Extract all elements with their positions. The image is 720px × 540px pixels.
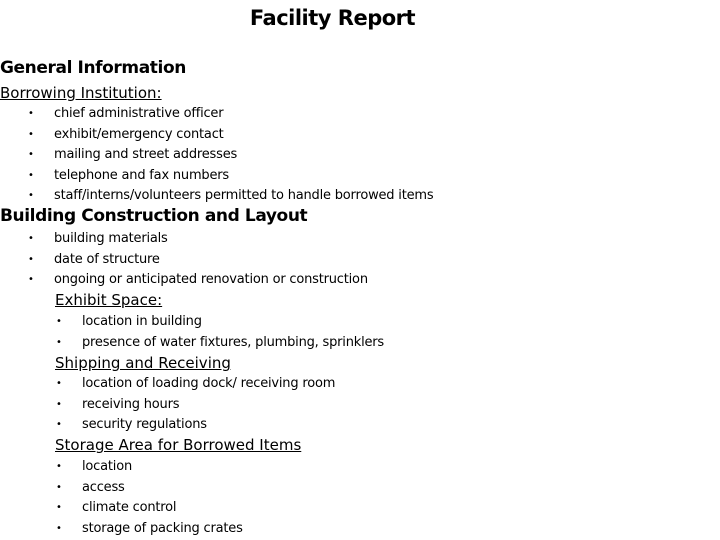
list-item: • receiving hours — [82, 395, 335, 416]
list-item: • access — [82, 478, 243, 499]
list-item: • climate control — [82, 498, 243, 519]
bullet-icon: • — [56, 316, 62, 327]
bullet-icon: • — [28, 128, 34, 140]
bullet-icon: • — [28, 253, 34, 265]
list-item: • location — [82, 457, 243, 478]
shipping-receiving-list — [56, 374, 336, 436]
list-item: • telephone and fax numbers — [54, 166, 433, 187]
list-item: • building materials — [54, 229, 368, 250]
bullet-icon: • — [56, 398, 62, 410]
bullet-icon: • — [28, 169, 34, 181]
list-item: • date of structure — [54, 250, 368, 271]
subheading-borrowing-institution: Borrowing Institution: — [0, 84, 162, 102]
building-list — [28, 229, 368, 291]
list-item: • location in building — [82, 312, 384, 333]
bullet-icon: • — [56, 502, 62, 513]
list-item: • security regulations — [82, 415, 335, 436]
bullet-icon: • — [28, 233, 34, 244]
list-item: • chief administrative officer — [54, 104, 433, 125]
list-item: • presence of water fixtures, plumbing, sprinklers — [82, 333, 384, 354]
bullet-icon: • — [56, 336, 62, 348]
list-item: • exhibit/emergency contact — [54, 125, 433, 146]
list-item: • staff/interns/volunteers permitted to handle borrowed items — [54, 186, 433, 207]
list-item: • mailing and street addresses — [54, 145, 433, 166]
bullet-icon: • — [56, 461, 62, 472]
bullet-icon: • — [56, 481, 62, 493]
subheading-shipping-receiving: Shipping and Receiving — [55, 354, 231, 372]
bullet-icon: • — [56, 419, 62, 430]
subheading-exhibit-space: Exhibit Space: — [55, 291, 163, 309]
bullet-icon: • — [56, 378, 62, 389]
page-title: Facility Report — [249, 6, 416, 30]
bullet-icon: • — [56, 522, 62, 534]
bullet-icon: • — [28, 274, 34, 285]
bullet-icon: • — [28, 190, 34, 201]
list-item: • ongoing or anticipated renovation or construction — [54, 270, 368, 291]
borrowing-institution-list — [28, 104, 434, 207]
exhibit-space-list — [56, 312, 385, 353]
bullet-icon: • — [28, 108, 34, 119]
section-heading-general: General Information — [0, 58, 186, 78]
storage-area-list — [56, 457, 243, 539]
list-item: • storage of packing crates — [82, 519, 243, 540]
list-item: • location of loading dock/ receiving room — [82, 374, 335, 395]
bullet-icon: • — [28, 149, 34, 160]
section-heading-building: Building Construction and Layout — [0, 206, 308, 226]
subheading-storage-area: Storage Area for Borrowed Items — [55, 436, 302, 454]
